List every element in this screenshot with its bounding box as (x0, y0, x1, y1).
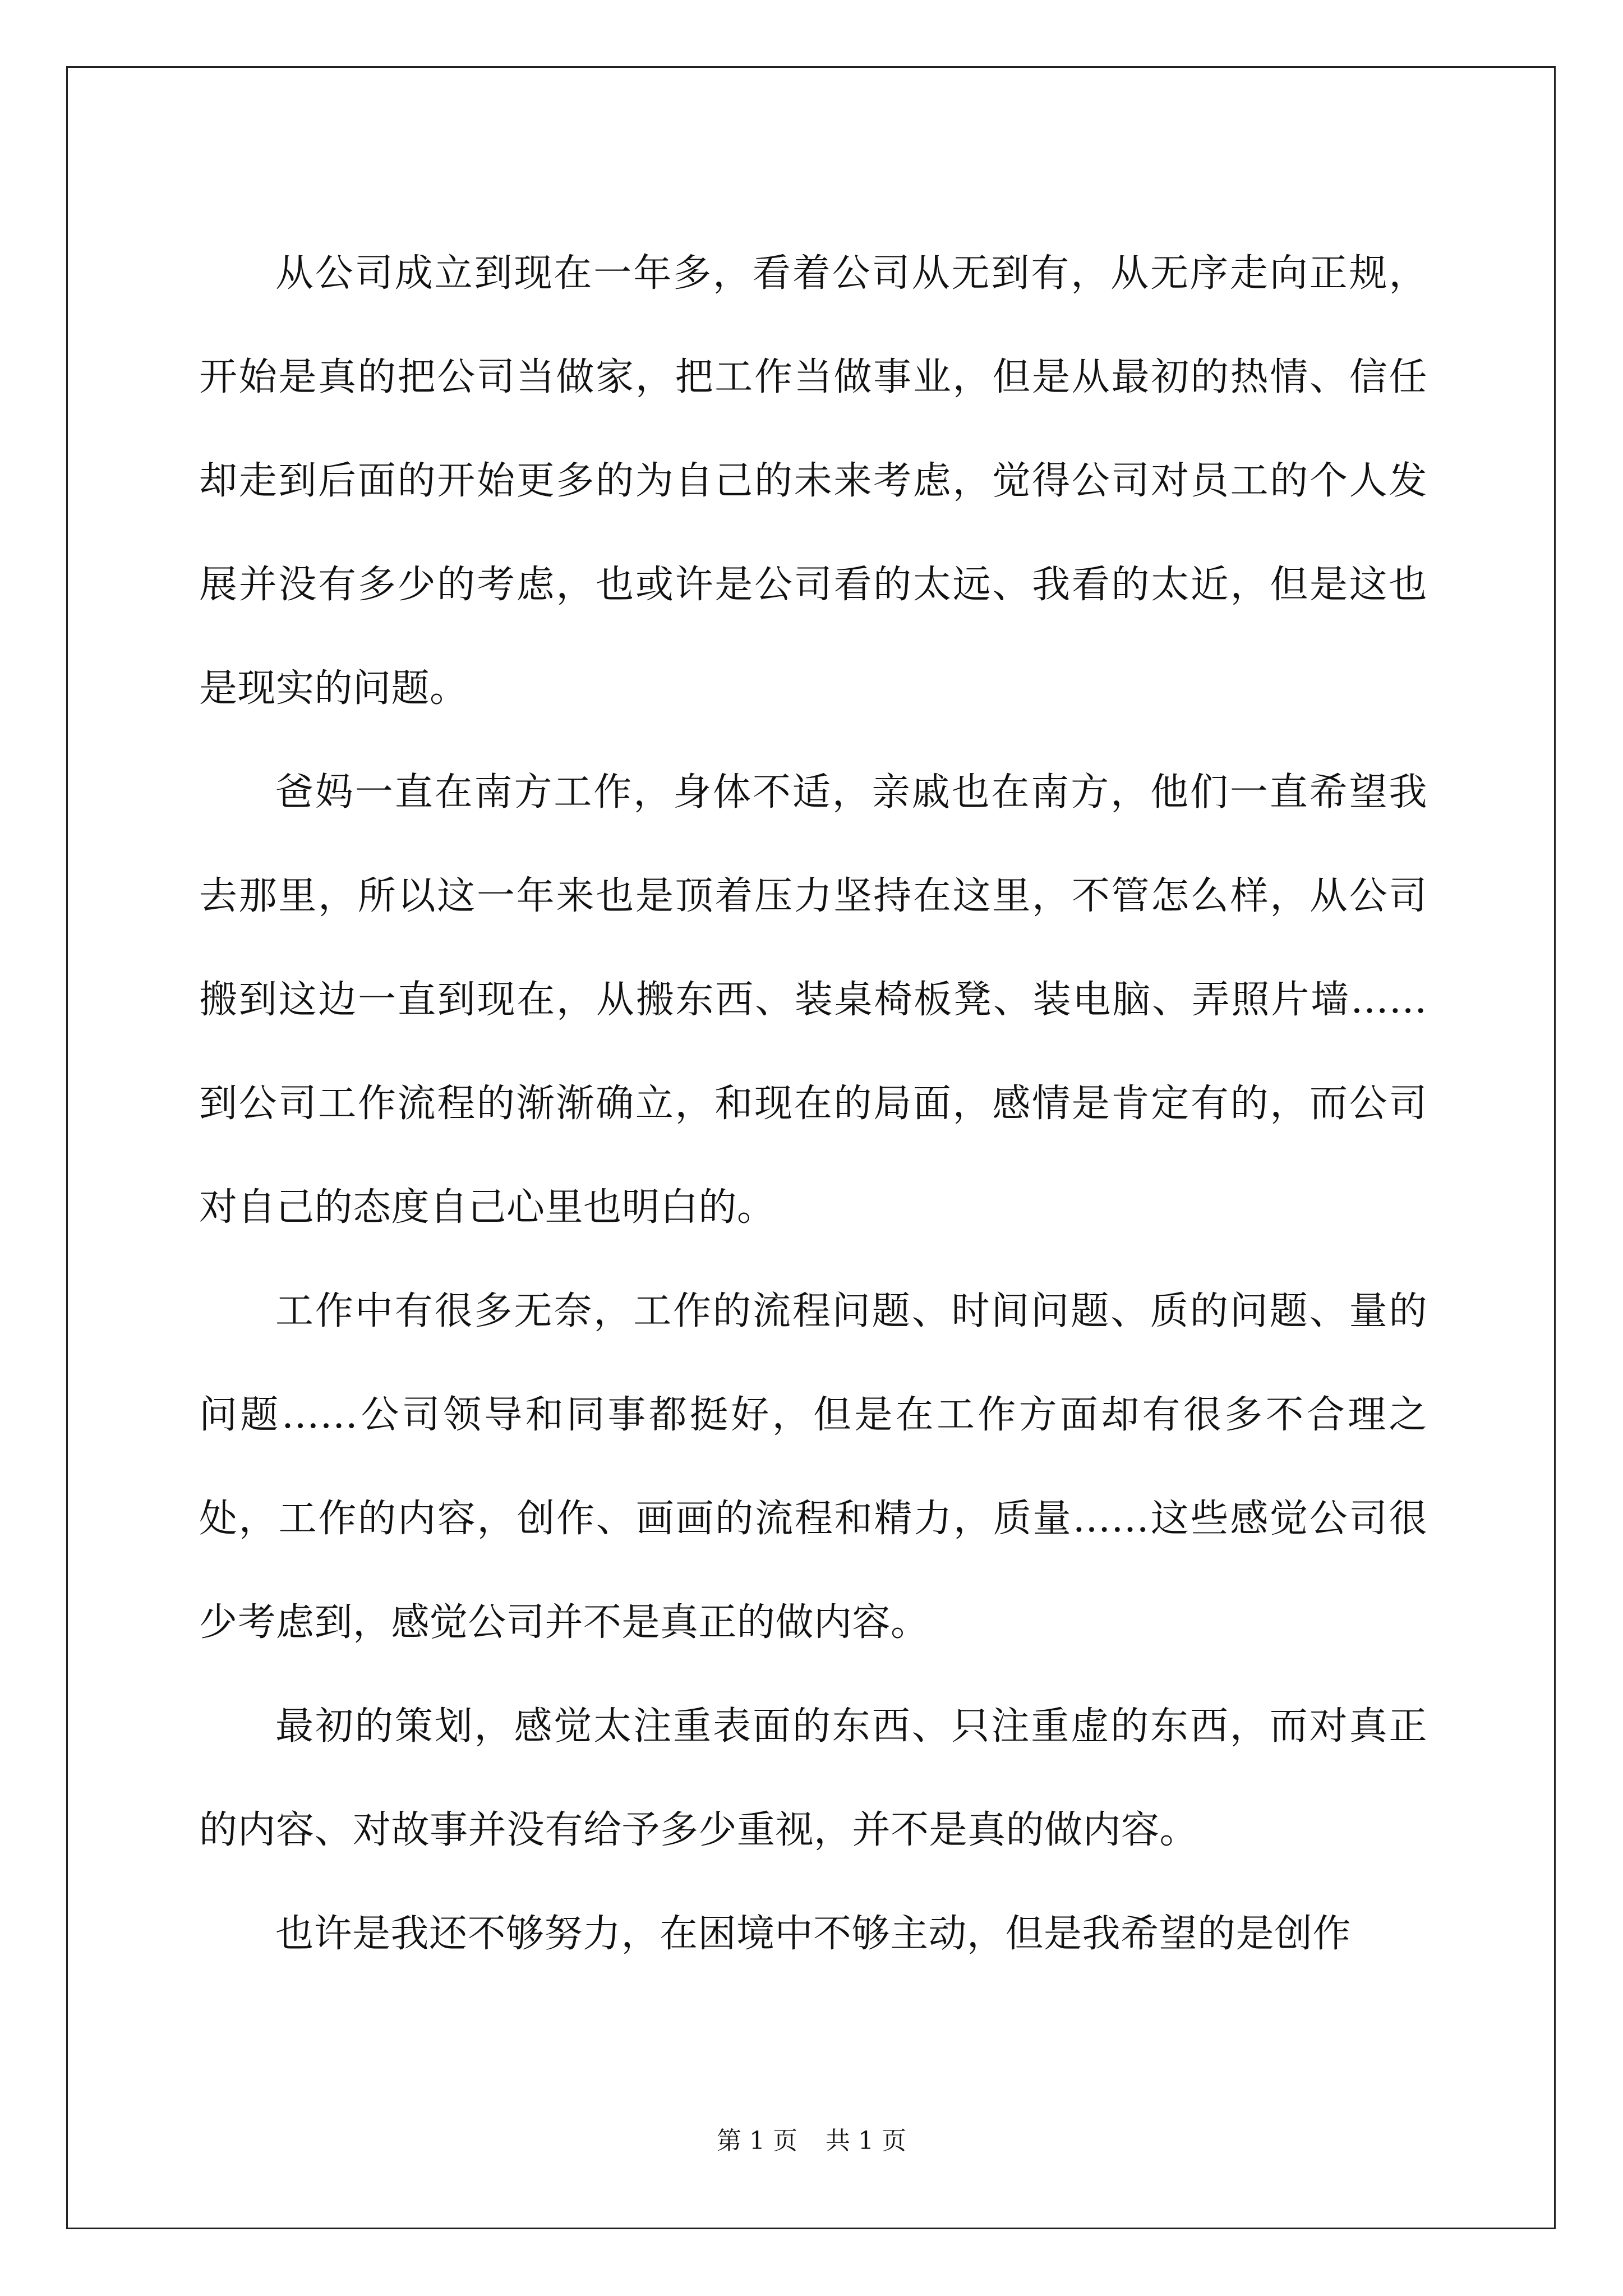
paragraph-2: 爸妈一直在南方工作，身体不适，亲戚也在南方，他们一直希望我去那里，所以这一年来也是顶着压力坚持在这里，不管怎么样，从公司搬到这边一直到现在，从搬东西、装桌椅板凳、装电脑、弄照片墙……到公司工作流程的渐渐确立，和现在的局面，感情是肯定有的，而公司对自己的态度自己心里也明白的。 (199, 770, 1427, 1230)
document-body (199, 222, 1427, 1986)
paragraph-3: 工作中有很多无奈，工作的流程问题、时间问题、质的问题、量的问题……公司领导和同事都挺好，但是在工作方面却有很多不合理之处，工作的内容，创作、画画的流程和精力，质量……这些感觉公司很少考虑到，感觉公司并不是真正的做内容。 (199, 1289, 1427, 1645)
page-total: 共 1 页 (826, 2127, 906, 2155)
page-footer (0, 2124, 1623, 2158)
paragraph-5: 也许是我还不够努力，在困境中不够主动，但是我希望的是创作 (275, 1912, 1352, 1956)
paragraph-4: 最初的策划，感觉太注重表面的东西、只注重虚的东西，而对真正的内容、对故事并没有给予多少重视，并不是真的做内容。 (199, 1704, 1427, 1852)
page-number: 第 1 页 (717, 2127, 797, 2155)
paragraph-1: 从公司成立到现在一年多，看着公司从无到有，从无序走向正规，开始是真的把公司当做家，把工作当做事业，但是从最初的热情、信任却走到后面的开始更多的为自己的未来考虑，觉得公司对员工的个人发展并没有多少的考虑，也或许是公司看的太远、我看的太近，但是这也是现实的问题。 (199, 251, 1427, 711)
